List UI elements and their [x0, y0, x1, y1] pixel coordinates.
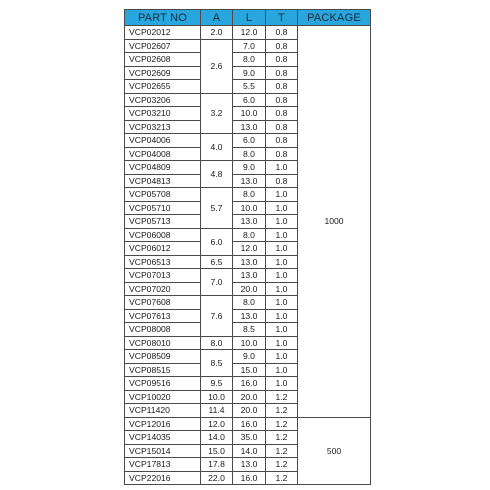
t-cell: 1.0 — [266, 255, 298, 269]
header-part-no: PART NO — [125, 10, 201, 26]
l-cell: 13.0 — [233, 120, 266, 134]
l-cell: 5.5 — [233, 80, 266, 94]
part-no-cell: VCP05710 — [125, 201, 201, 215]
part-no-cell: VCP07020 — [125, 282, 201, 296]
part-no-cell: VCP04809 — [125, 161, 201, 175]
l-cell: 9.0 — [233, 350, 266, 364]
l-cell: 8.0 — [233, 53, 266, 67]
t-cell: 1.0 — [266, 201, 298, 215]
a-cell: 10.0 — [201, 390, 233, 404]
t-cell: 1.0 — [266, 309, 298, 323]
l-cell: 16.0 — [233, 471, 266, 485]
l-cell: 13.0 — [233, 309, 266, 323]
table-row — [125, 417, 371, 431]
a-cell: 3.2 — [201, 93, 233, 134]
part-no-cell: VCP02607 — [125, 39, 201, 53]
part-no-cell: VCP06012 — [125, 242, 201, 256]
l-cell: 10.0 — [233, 336, 266, 350]
a-cell: 5.7 — [201, 188, 233, 229]
l-cell: 10.0 — [233, 201, 266, 215]
t-cell: 0.8 — [266, 107, 298, 121]
header-l: L — [233, 10, 266, 26]
t-cell: 0.8 — [266, 80, 298, 94]
l-cell: 14.0 — [233, 444, 266, 458]
t-cell: 1.0 — [266, 188, 298, 202]
part-no-cell: VCP14035 — [125, 431, 201, 445]
part-no-cell: VCP07613 — [125, 309, 201, 323]
t-cell: 1.0 — [266, 242, 298, 256]
a-cell: 9.5 — [201, 377, 233, 391]
a-cell: 2.0 — [201, 26, 233, 40]
t-cell: 1.2 — [266, 431, 298, 445]
a-cell: 2.6 — [201, 39, 233, 93]
part-no-cell: VCP08515 — [125, 363, 201, 377]
table-header-row — [125, 10, 371, 26]
t-cell: 1.0 — [266, 282, 298, 296]
l-cell: 20.0 — [233, 390, 266, 404]
t-cell: 1.2 — [266, 417, 298, 431]
package-cell: 500 — [298, 417, 371, 485]
a-cell: 17.8 — [201, 458, 233, 472]
t-cell: 1.0 — [266, 296, 298, 310]
a-cell: 12.0 — [201, 417, 233, 431]
table-body — [125, 26, 371, 485]
part-no-cell: VCP08509 — [125, 350, 201, 364]
l-cell: 7.0 — [233, 39, 266, 53]
l-cell: 8.0 — [233, 296, 266, 310]
l-cell: 9.0 — [233, 161, 266, 175]
t-cell: 1.2 — [266, 390, 298, 404]
t-cell: 1.0 — [266, 377, 298, 391]
a-cell: 15.0 — [201, 444, 233, 458]
part-no-cell: VCP15014 — [125, 444, 201, 458]
l-cell: 15.0 — [233, 363, 266, 377]
part-no-cell: VCP04006 — [125, 134, 201, 148]
part-no-cell: VCP11420 — [125, 404, 201, 418]
a-cell: 4.0 — [201, 134, 233, 161]
part-no-cell: VCP03210 — [125, 107, 201, 121]
l-cell: 16.0 — [233, 417, 266, 431]
a-cell: 11.4 — [201, 404, 233, 418]
t-cell: 1.0 — [266, 161, 298, 175]
part-no-cell: VCP09516 — [125, 377, 201, 391]
part-no-cell: VCP07608 — [125, 296, 201, 310]
t-cell: 0.8 — [266, 53, 298, 67]
l-cell: 8.5 — [233, 323, 266, 337]
part-no-cell: VCP02655 — [125, 80, 201, 94]
a-cell: 6.5 — [201, 255, 233, 269]
a-cell: 8.5 — [201, 350, 233, 377]
a-cell: 6.0 — [201, 228, 233, 255]
t-cell: 0.8 — [266, 39, 298, 53]
l-cell: 13.0 — [233, 255, 266, 269]
part-no-cell: VCP02012 — [125, 26, 201, 40]
a-cell: 14.0 — [201, 431, 233, 445]
part-no-cell: VCP06008 — [125, 228, 201, 242]
l-cell: 8.0 — [233, 147, 266, 161]
t-cell: 0.8 — [266, 26, 298, 40]
a-cell: 8.0 — [201, 336, 233, 350]
part-no-cell: VCP03213 — [125, 120, 201, 134]
part-no-cell: VCP03206 — [125, 93, 201, 107]
t-cell: 0.8 — [266, 93, 298, 107]
t-cell: 0.8 — [266, 120, 298, 134]
part-no-cell: VCP04813 — [125, 174, 201, 188]
t-cell: 1.0 — [266, 323, 298, 337]
t-cell: 1.0 — [266, 336, 298, 350]
l-cell: 13.0 — [233, 215, 266, 229]
table-row — [125, 26, 371, 40]
t-cell: 0.8 — [266, 134, 298, 148]
a-cell: 22.0 — [201, 471, 233, 485]
t-cell: 1.2 — [266, 404, 298, 418]
a-cell: 4.8 — [201, 161, 233, 188]
a-cell: 7.6 — [201, 296, 233, 337]
part-no-cell: VCP08008 — [125, 323, 201, 337]
l-cell: 10.0 — [233, 107, 266, 121]
part-no-cell: VCP02609 — [125, 66, 201, 80]
part-no-cell: VCP17813 — [125, 458, 201, 472]
l-cell: 35.0 — [233, 431, 266, 445]
t-cell: 1.2 — [266, 458, 298, 472]
a-cell: 7.0 — [201, 269, 233, 296]
spec-table-container — [124, 9, 371, 485]
l-cell: 13.0 — [233, 458, 266, 472]
t-cell: 0.8 — [266, 174, 298, 188]
l-cell: 6.0 — [233, 93, 266, 107]
spec-table — [124, 9, 371, 485]
header-a: A — [201, 10, 233, 26]
l-cell: 12.0 — [233, 242, 266, 256]
l-cell: 16.0 — [233, 377, 266, 391]
header-t: T — [266, 10, 298, 26]
part-no-cell: VCP05708 — [125, 188, 201, 202]
l-cell: 8.0 — [233, 188, 266, 202]
part-no-cell: VCP06513 — [125, 255, 201, 269]
l-cell: 13.0 — [233, 174, 266, 188]
t-cell: 0.8 — [266, 66, 298, 80]
l-cell: 6.0 — [233, 134, 266, 148]
t-cell: 1.0 — [266, 350, 298, 364]
t-cell: 1.2 — [266, 444, 298, 458]
part-no-cell: VCP04008 — [125, 147, 201, 161]
t-cell: 0.8 — [266, 147, 298, 161]
part-no-cell: VCP08010 — [125, 336, 201, 350]
part-no-cell: VCP12016 — [125, 417, 201, 431]
l-cell: 8.0 — [233, 228, 266, 242]
t-cell: 1.2 — [266, 471, 298, 485]
part-no-cell: VCP05713 — [125, 215, 201, 229]
t-cell: 1.0 — [266, 363, 298, 377]
package-cell: 1000 — [298, 26, 371, 418]
part-no-cell: VCP10020 — [125, 390, 201, 404]
part-no-cell: VCP07013 — [125, 269, 201, 283]
l-cell: 13.0 — [233, 269, 266, 283]
l-cell: 9.0 — [233, 66, 266, 80]
l-cell: 12.0 — [233, 26, 266, 40]
part-no-cell: VCP02608 — [125, 53, 201, 67]
t-cell: 1.0 — [266, 215, 298, 229]
l-cell: 20.0 — [233, 404, 266, 418]
part-no-cell: VCP22016 — [125, 471, 201, 485]
t-cell: 1.0 — [266, 228, 298, 242]
t-cell: 1.0 — [266, 269, 298, 283]
l-cell: 20.0 — [233, 282, 266, 296]
header-package: PACKAGE — [298, 10, 371, 26]
